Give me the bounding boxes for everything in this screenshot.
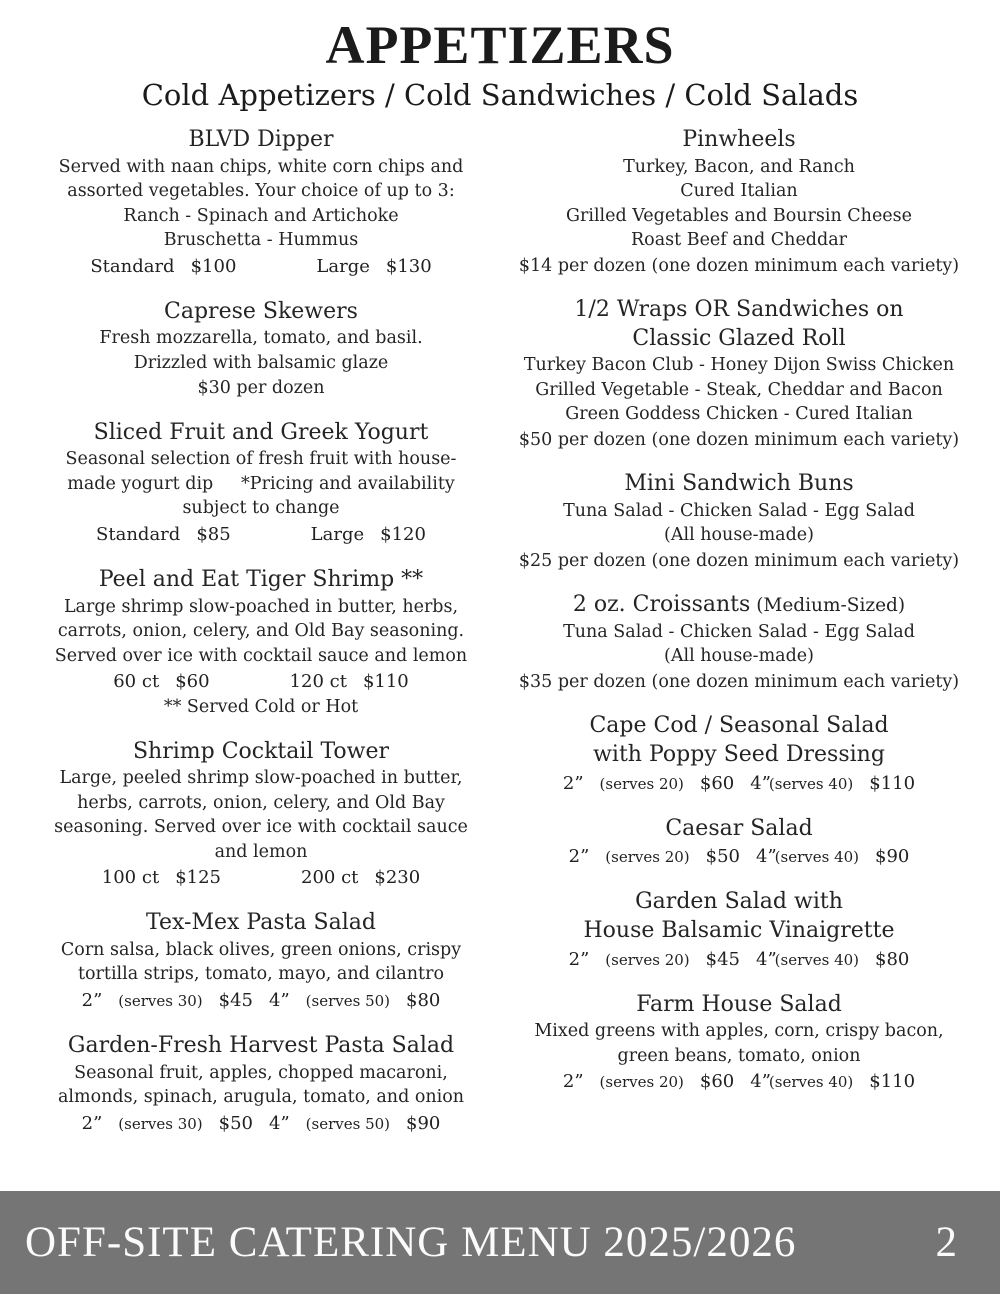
price-label: 4” (269, 1112, 290, 1134)
item-price-row (22, 669, 500, 695)
item-description-line: made yogurt dip *Pricing and availability (67, 473, 455, 494)
item-name-line: with Poppy Seed Dressing (593, 742, 885, 768)
item-description-line: tortilla strips, tomato, mayo, and cilantro (77, 964, 444, 985)
item-name-line: House Balsamic Vinaigrette (583, 918, 895, 944)
item-description-line: Seasonal selection of fresh fruit with house- (65, 449, 457, 470)
item-name (22, 126, 500, 155)
item-description-line: almonds, spinach, arugula, tomato, and onion (57, 1087, 465, 1108)
price-value: $90 (406, 1112, 441, 1134)
footer-title: OFF-SITE CATERING MENU 2025/2026 (25, 1219, 797, 1266)
menu-item (22, 738, 500, 892)
price-label: (serves 20) (605, 950, 690, 969)
menu-columns (0, 126, 1000, 1155)
price-label: 120 ct (289, 671, 347, 693)
item-price-row (500, 1069, 978, 1095)
price-value: $110 (869, 772, 916, 794)
item-description-line: (All house-made) (664, 646, 814, 667)
price-label: (serves 30) (118, 1114, 203, 1133)
menu-item (500, 991, 978, 1096)
menu-item (500, 126, 978, 278)
item-name-line: Pinwheels (682, 127, 796, 152)
item-description-line: Large, peeled shrimp slow-poached in butter, (59, 768, 463, 789)
item-description-line: subject to change (182, 498, 340, 519)
price-label: 4” (756, 846, 777, 868)
item-description-line: Seasonal fruit, apples, chopped macaroni, (74, 1062, 448, 1083)
menu-item (22, 1032, 500, 1137)
price-label: 100 ct (101, 867, 160, 889)
item-name (500, 126, 978, 155)
price-label: (serves 40) (768, 774, 854, 793)
item-description-line: Large shrimp slow-poached in butter, herbs, (63, 596, 459, 617)
item-description-line: green beans, tomato, onion (617, 1045, 861, 1066)
price-label: (serves 20) (599, 774, 684, 793)
item-name (500, 296, 978, 353)
price-label: (serves 50) (305, 1114, 391, 1133)
page-title: APPETIZERS (325, 15, 675, 75)
menu-item (22, 126, 500, 280)
footer-bar (0, 1191, 1000, 1294)
page-subtitle: Cold Appetizers / Cold Sandwiches / Cold Salads (141, 78, 859, 112)
item-note: ** Served Cold or Hot (163, 697, 359, 718)
item-description-line: and lemon (214, 841, 308, 862)
price-value: $45 (218, 989, 253, 1011)
item-name-line: 1/2 Wraps OR Sandwiches on (574, 297, 904, 323)
item-description-line: Roast Beef and Cheddar (630, 230, 848, 251)
item-description-line: Mixed greens with apples, corn, crispy bacon, (534, 1021, 944, 1042)
price-label: (serves 30) (118, 991, 203, 1010)
menu-item (500, 712, 978, 796)
menu-item (500, 470, 978, 573)
price-value: $80 (406, 989, 441, 1011)
item-name (22, 738, 500, 767)
price-value: $45 (705, 948, 740, 970)
item-name-line: Peel and Eat Tiger Shrimp ** (98, 566, 424, 592)
item-name-line: Garden Salad with (635, 889, 843, 915)
price-label: 2” (562, 1071, 584, 1093)
item-price-row (500, 844, 978, 870)
item-description-line: Corn salsa, black olives, green onions, crispy (60, 939, 462, 960)
item-price-text: $35 per dozen (one dozen minimum each variety) (518, 671, 960, 692)
price-label: Standard (96, 523, 181, 545)
item-name-line: Sliced Fruit and Greek Yogurt (93, 419, 429, 445)
price-label: 4” (750, 1071, 771, 1093)
price-label: 2” (81, 1112, 103, 1134)
price-label: Standard (90, 255, 175, 277)
item-price-row (22, 865, 500, 891)
item-name (22, 909, 500, 938)
item-price-row (22, 522, 500, 548)
item-description-line: Grilled Vegetables and Boursin Cheese (566, 205, 912, 226)
item-description-line: Fresh mozzarella, tomato, and basil. (99, 328, 423, 349)
price-value: $50 (218, 1112, 253, 1134)
item-name-line: Tex-Mex Pasta Salad (146, 910, 376, 936)
menu-item (22, 419, 500, 548)
right-column (500, 126, 978, 1155)
price-label: 2” (81, 989, 103, 1011)
item-name (500, 712, 978, 769)
price-value: $85 (196, 523, 231, 545)
item-description-line: Turkey Bacon Club - Honey Dijon Swiss Chicken (523, 355, 955, 376)
item-name-line: BLVD Dipper (188, 127, 334, 152)
price-label: 4” (750, 772, 771, 794)
price-label: Large (316, 255, 370, 277)
price-value: $100 (190, 255, 237, 277)
item-description-line: Cured Italian (680, 181, 798, 202)
menu-item (500, 296, 978, 452)
item-name-line: Mini Sandwich Buns (624, 471, 854, 497)
price-value: $50 (705, 846, 740, 868)
price-label: (serves 50) (305, 991, 391, 1010)
item-name-line: Farm House Salad (636, 991, 842, 1017)
item-price-text: $14 per dozen (one dozen minimum each variety) (518, 255, 960, 276)
price-value: $60 (699, 1071, 735, 1093)
item-name (22, 298, 500, 327)
menu-item (500, 888, 978, 972)
item-name (22, 566, 500, 595)
item-name (500, 470, 978, 499)
item-description-line: Tuna Salad - Chicken Salad - Egg Salad (563, 621, 915, 642)
item-price-text: $50 per dozen (one dozen minimum each variety) (518, 429, 960, 450)
item-description-line: Tuna Salad - Chicken Salad - Egg Salad (563, 500, 915, 521)
item-price-row (22, 988, 500, 1014)
price-value: $60 (175, 671, 210, 693)
item-description-line: seasoning. Served over ice with cocktail sauce (54, 817, 468, 838)
item-name (22, 1032, 500, 1061)
item-name-line: Caprese Skewers (164, 298, 358, 324)
price-value: $110 (362, 671, 409, 693)
menu-item (500, 591, 978, 694)
price-value: $80 (875, 948, 910, 970)
item-name (22, 419, 500, 448)
item-price-row (500, 947, 978, 973)
item-description-line: Grilled Vegetable - Steak, Cheddar and Bacon (535, 379, 943, 400)
price-label: (serves 20) (599, 1073, 684, 1092)
menu-item (22, 298, 500, 401)
item-description-line: Drizzled with balsamic glaze (133, 352, 389, 373)
price-value: $120 (380, 523, 426, 545)
item-price-text: $30 per dozen (197, 378, 325, 399)
item-description-line: Ranch - Spinach and Artichoke (123, 205, 399, 226)
item-description-line: Served with naan chips, white corn chips and (58, 156, 464, 177)
item-name-suffix: (Medium-Sized) (750, 595, 906, 617)
item-name (500, 591, 978, 620)
item-price-row (500, 771, 978, 797)
item-price-text: $25 per dozen (one dozen minimum each variety) (518, 550, 960, 571)
price-value: $90 (875, 846, 910, 868)
item-name-line: Garden-Fresh Harvest Pasta Salad (67, 1033, 455, 1059)
item-name (500, 815, 978, 844)
menu-item (500, 815, 978, 871)
price-value: $125 (175, 867, 221, 889)
item-name-line: Classic Glazed Roll (632, 325, 846, 351)
price-label: (serves 40) (774, 950, 860, 969)
price-label: (serves 40) (768, 1073, 854, 1092)
item-description-line: assorted vegetables. Your choice of up to 3: (67, 181, 455, 202)
item-description-line: herbs, carrots, onion, celery, and Old Bay (77, 792, 445, 813)
item-name-line: Shrimp Cocktail Tower (132, 738, 390, 764)
item-description-line: Green Goddess Chicken - Cured Italian (565, 404, 913, 425)
price-label: 2” (562, 772, 584, 794)
item-name (500, 991, 978, 1020)
price-label: (serves 20) (605, 848, 690, 867)
menu-item (22, 566, 500, 720)
item-price-row (22, 1111, 500, 1137)
left-column (22, 126, 500, 1155)
price-value: $110 (869, 1071, 916, 1093)
price-label: 60 ct (113, 671, 160, 693)
price-label: 2” (568, 846, 590, 868)
item-description-line: carrots, onion, celery, and Old Bay seasoning. (57, 621, 465, 642)
item-description-line: Turkey, Bacon, and Ranch (623, 156, 855, 177)
price-label: 4” (269, 989, 290, 1011)
price-label: 4” (756, 948, 777, 970)
menu-item (22, 909, 500, 1014)
price-label: (serves 40) (774, 848, 860, 867)
item-name-line: 2 oz. Croissants (572, 592, 751, 618)
item-name (500, 888, 978, 945)
item-price-row (22, 254, 500, 280)
item-description-line: Bruschetta - Hummus (163, 230, 359, 251)
price-label: 2” (568, 948, 590, 970)
item-description-line: (All house-made) (664, 525, 814, 546)
footer-page-number: 2 (935, 1219, 958, 1266)
item-description-line: Served over ice with cocktail sauce and lemon (54, 645, 468, 666)
price-label: Large (310, 523, 365, 545)
price-value: $230 (374, 867, 421, 889)
item-name-line: Caesar Salad (665, 815, 813, 841)
price-value: $60 (699, 772, 735, 794)
price-label: 200 ct (301, 867, 359, 889)
price-value: $130 (385, 255, 432, 277)
item-name-line: Cape Cod / Seasonal Salad (589, 713, 889, 739)
